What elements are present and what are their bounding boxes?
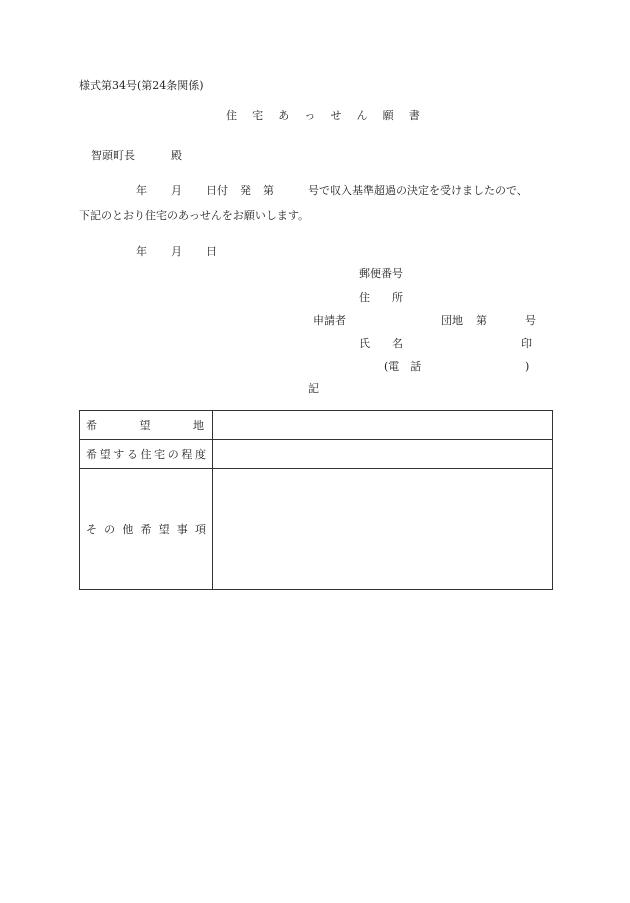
address-label: 住 所 [359, 291, 403, 304]
phone-label: (電 話 [384, 360, 422, 373]
label-char: 住 [140, 448, 152, 461]
phone-close-paren: ) [525, 360, 530, 373]
body-line-1 [79, 185, 528, 196]
danchi-number [441, 315, 536, 326]
body-hatsu: 発 [240, 184, 251, 197]
label-char: 望 [158, 523, 170, 536]
body-dai: 第 [263, 184, 274, 197]
body-line-2: 下記のとおり住宅のあっせんをお願いします。 [79, 209, 310, 222]
table-row [80, 411, 553, 440]
desired-housing-level-label [80, 440, 213, 469]
desired-housing-level-field[interactable] [213, 440, 553, 469]
label-char: 希 [86, 419, 97, 432]
title-char: ん [356, 109, 368, 122]
label-char: 望 [99, 448, 111, 461]
applicant-label: 申請者 [313, 314, 346, 327]
label-char: の [167, 448, 179, 461]
title-char: 住 [226, 109, 238, 122]
title-char: 宅 [252, 109, 264, 122]
title-char: っ [304, 109, 316, 122]
danchi-dai: 第 [476, 314, 487, 327]
postal-code-label: 郵便番号 [359, 267, 403, 280]
date-day: 日 [206, 245, 217, 258]
label-char: 希 [86, 448, 97, 461]
label-char: 事 [176, 523, 188, 536]
request-table [79, 410, 553, 590]
date-month: 月 [171, 245, 182, 258]
table-row [80, 440, 553, 469]
label-char: る [126, 448, 138, 461]
label-char: す [113, 448, 125, 461]
label-char: 他 [122, 523, 134, 536]
date-year: 年 [136, 245, 147, 258]
label-char: 希 [140, 523, 152, 536]
date-line [79, 246, 217, 257]
danchi-label: 団地 [441, 314, 463, 327]
body-year: 年 [136, 184, 147, 197]
form-number: 様式第34号(第24条関係) [79, 79, 204, 92]
addressee-name: 智頭町長 [91, 149, 135, 162]
label-char: 地 [193, 419, 204, 432]
document-title [226, 110, 420, 121]
label-char: そ [86, 523, 97, 536]
danchi-go: 号 [525, 314, 536, 327]
desired-location-label [80, 411, 213, 440]
seal-mark: 印 [521, 337, 532, 350]
other-requests-field[interactable] [213, 469, 553, 590]
name-label: 氏 名 [359, 337, 403, 350]
body-month: 月 [171, 184, 182, 197]
label-char: の [104, 523, 116, 536]
title-char: せ [330, 109, 342, 122]
ki-heading: 記 [308, 382, 319, 395]
label-char: 望 [139, 419, 151, 432]
label-char: 宅 [154, 448, 166, 461]
table-row [80, 469, 553, 590]
addressee [91, 150, 182, 161]
label-char: 項 [194, 523, 206, 536]
title-char: あ [278, 109, 290, 122]
title-char: 書 [408, 109, 420, 122]
desired-location-field[interactable] [213, 411, 553, 440]
label-char: 度 [195, 448, 206, 461]
title-char: 願 [382, 109, 394, 122]
other-requests-label [80, 469, 213, 590]
addressee-honorific: 殿 [171, 149, 182, 162]
body-day: 日付 [206, 184, 228, 197]
body-rest: 号で収入基準超過の決定を受けましたので、 [308, 184, 528, 197]
label-char: 程 [181, 448, 193, 461]
